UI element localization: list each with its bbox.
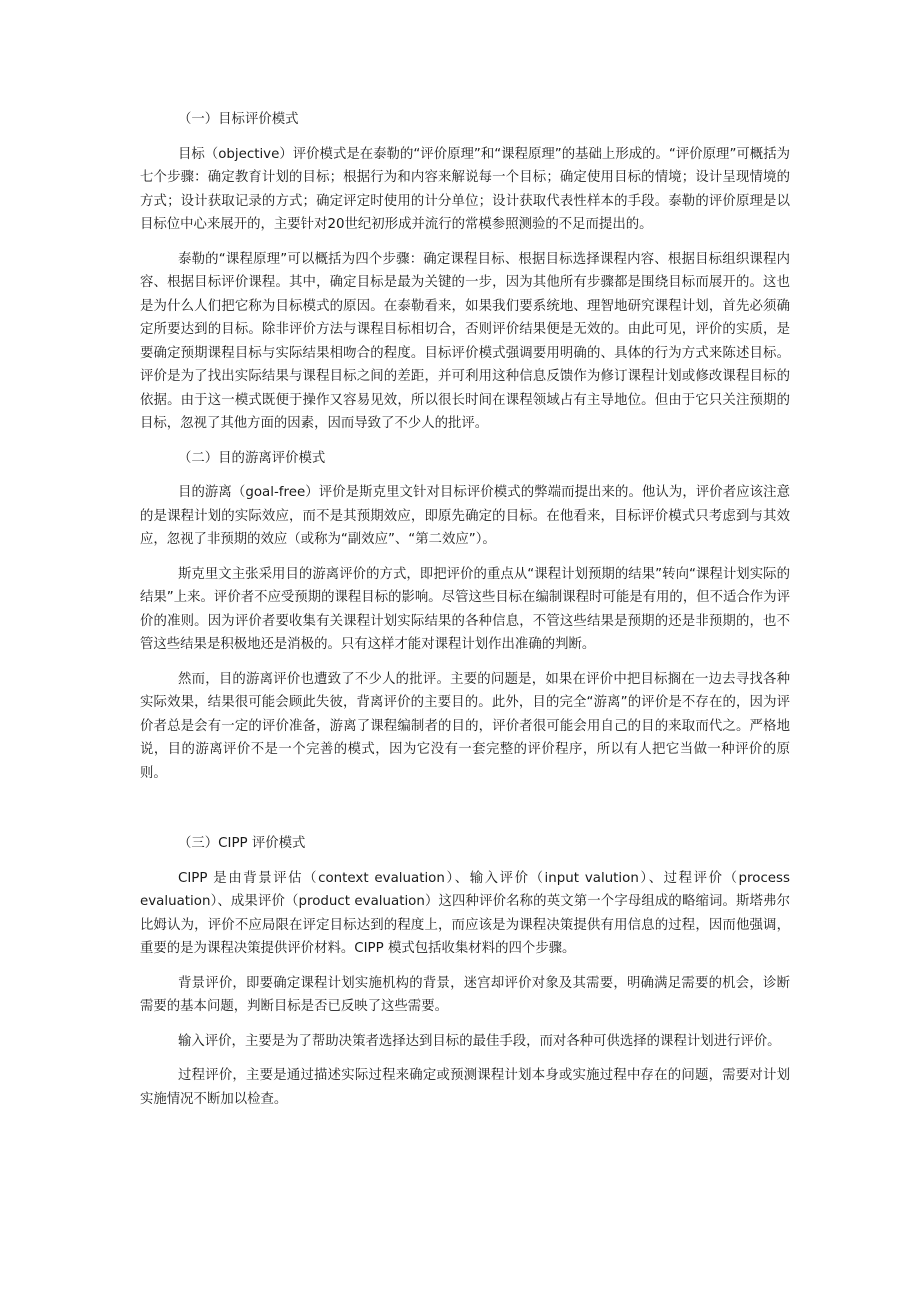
section-spacer (140, 796, 790, 832)
section-heading-cipp-model: （三）CIPP 评价模式 (178, 836, 306, 851)
paragraph: 输入评价，主要是为了帮助决策者选择达到目标的最佳手段，而对各种可供选择的课程计划进行评价。 (178, 1033, 781, 1049)
section-heading-objective-model: （一）目标评价模式 (178, 112, 299, 127)
paragraph: 然而，目的游离评价也遭致了不少人的批评。主要的问题是，如果在评价中把目标搁在一边去寻找各种实际效果，结果很可能会顾此失彼，背离评价的主要目的。此外，目的完全“游离”的评价是不存在的，因为评价者总是会有一定的评价准备，游离了课程编制者的目的，评价者很可能会用自己的目的来取而代之。严格地说，目的游离评价不是一个完善的模式，因为它没有一套完整的评价程序，所以有人把它当做一种评价的原则。 (140, 671, 790, 781)
section-heading-goal-free-model: （二）目的游离评价模式 (178, 450, 326, 466)
paragraph: 过程评价，主要是通过描述实际过程来确定或预测课程计划本身或实施过程中存在的问题，需要对计划实施情况不断加以检查。 (140, 1068, 790, 1107)
paragraph: 斯克里文主张采用目的游离评价的方式，即把评价的重点从“课程计划预期的结果”转向“课程计划实际的结果”上来。评价者不应受预期的课程目标的影响。尽管这些目标在编制课程时可能是有用的，但不适合作为评价的准则。因为评价者要收集有关课程计划实际结果的各种信息，不管这些结果是预期的还是非预期的，也不管这些结果是积极地还是消极的。只有这样才能对课程计划作出准确的判断。 (140, 566, 790, 652)
paragraph: 目的游离（goal-free）评价是斯克里文针对目标评价模式的弊端而提出来的。他认为，评价者应该注意的是课程计划的实际效应，而不是其预期效应，即原先确定的目标。在他看来，目标评价模式只考虑到与其效应，忽视了非预期的效应（或称为“副效应”、“第二效应”）。 (140, 485, 790, 547)
paragraph: 目标（objective）评价模式是在泰勒的“评价原理”和“课程原理”的基础上形成的。“评价原理”可概括为七个步骤：确定教育计划的目标；根据行为和内容来解说每一个目标；确定使用目标的情境；设计呈现情境的方式；设计获取记录的方式；确定评定时使用的计分单位；设计获取代表性样本的手段。泰勒的评价原理是以目标位中心来展开的，主要针对20世纪初形成并流行的常模参照测验的不足而提出的。 (140, 146, 790, 232)
paragraph: CIPP 是由背景评估（context evaluation）、输入评价（input valution）、过程评价（process evaluation）、成果评价（product evaluation）这四种评价名称的英文第一个字母组成的略缩词。斯塔弗尔比姆认为，评价不应局限在评定目标达到的程度上，而应该是为课程决策提供有用信息的过程，因而他强调，重要的是为课程决策提供评价材料。CIPP 模式包括收集材料的四个步骤。 (140, 870, 790, 956)
document-page (140, 108, 790, 1122)
paragraph: 泰勒的“课程原理”可以概括为四个步骤：确定课程目标、根据目标选择课程内容、根据目标组织课程内容、根据目标评价课程。其中，确定目标是最为关键的一步，因为其他所有步骤都是围绕目标而展开的。这也是为什么人们把它称为目标模式的原因。在泰勒看来，如果我们要系统地、理智地研究课程计划，首先必须确定所要达到的目标。除非评价方法与课程目标相切合，否则评价结果便是无效的。由此可见，评价的实质，是要确定预期课程目标与实际结果相吻合的程度。目标评价模式强调要用明确的、具体的行为方式来陈述目标。评价是为了找出实际结果与课程目标之间的差距，并可利用这种信息反馈作为修订课程计划或修改课程目标的依据。由于这一模式既便于操作又容易见效，所以很长时间在课程领域占有主导地位。但由于它只关注预期的目标，忽视了其他方面的因素，因而导致了不少人的批评。 (140, 251, 790, 431)
paragraph: 背景评价，即要确定课程计划实施机构的背景，迷宫却评价对象及其需要，明确满足需要的机会，诊断需要的基本问题，判断目标是否已反映了这些需要。 (140, 975, 790, 1014)
